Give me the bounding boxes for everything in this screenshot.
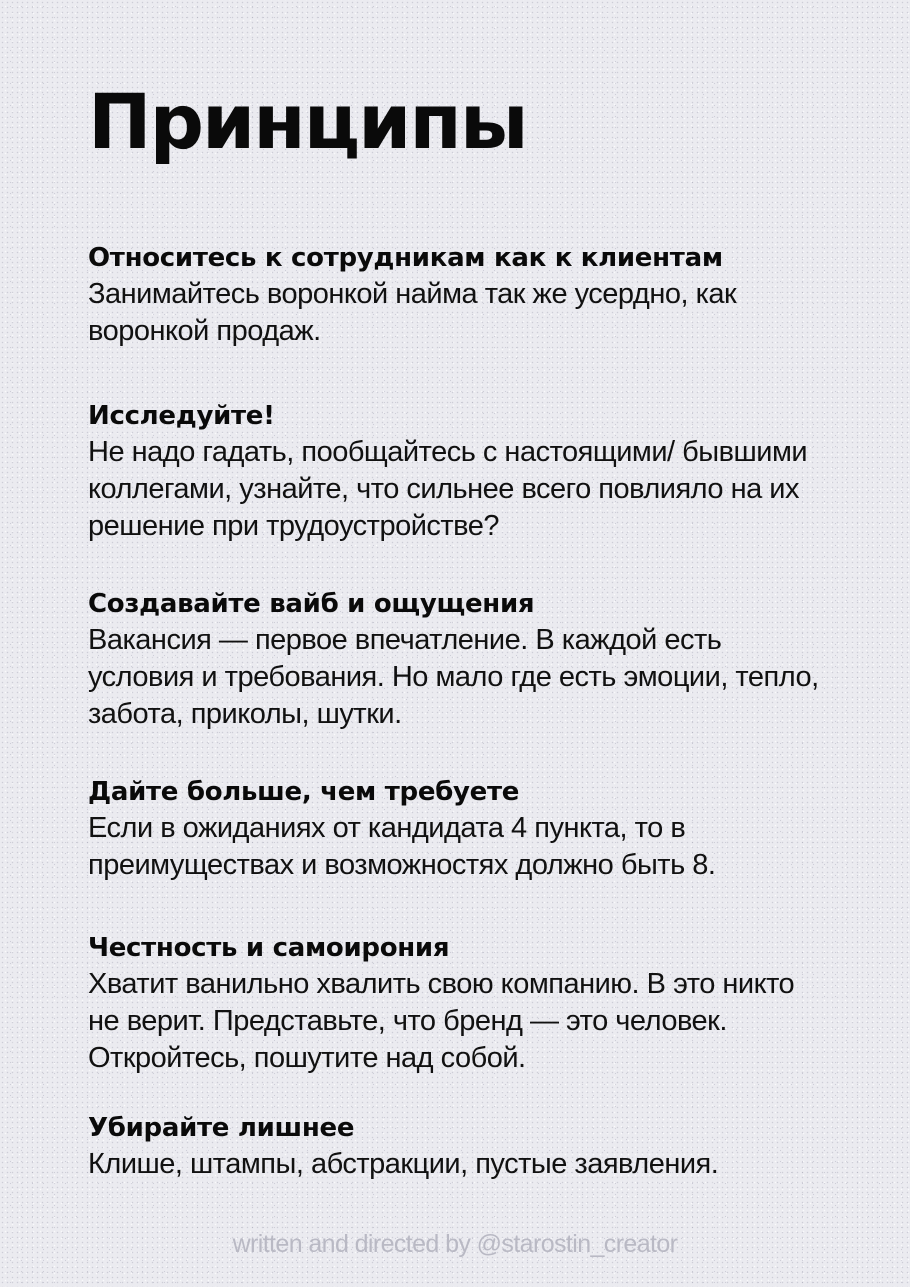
principle-text: Клише, штампы, абстракции, пустые заявления. xyxy=(88,1148,719,1180)
principle-item xyxy=(88,930,828,1077)
principle-heading: Честность и самоирония xyxy=(88,933,450,963)
principle-item xyxy=(88,1110,828,1183)
principle-heading: Убирайте лишнее xyxy=(88,1113,355,1143)
footer-credit: written and directed by @starostin_creator xyxy=(232,1230,678,1258)
page-title: Принципы xyxy=(88,77,527,166)
principle-text: Если в ожиданиях от кандидата 4 пункта, то в преимуществах и возможностях должно быть 8. xyxy=(88,812,716,881)
principle-item xyxy=(88,240,828,350)
principle-heading: Дайте больше, чем требуете xyxy=(88,777,520,807)
principle-item xyxy=(88,774,828,884)
principle-heading: Относитесь к сотрудникам как к клиентам xyxy=(88,243,723,273)
principle-item xyxy=(88,586,828,733)
principle-text: Вакансия — первое впечатление. В каждой есть условия и требования. Но мало где есть эмоции, тепло, забота, приколы, шутки. xyxy=(88,624,819,730)
principle-item xyxy=(88,398,828,545)
principle-text: Не надо гадать, пообщайтесь с настоящими/ бывшими коллегами, узнайте, что сильнее всего повлияло на их решение при трудоустройстве? xyxy=(88,436,808,542)
principle-text: Занимайтесь воронкой найма так же усердно, как воронкой продаж. xyxy=(88,278,737,347)
principle-heading: Исследуйте! xyxy=(88,401,275,431)
principle-heading: Создавайте вайб и ощущения xyxy=(88,589,535,619)
principle-text: Хватит ванильно хвалить свою компанию. В это никто не верит. Представьте, что бренд — это человек. Откройтесь, пошутите над собой. xyxy=(88,968,795,1074)
